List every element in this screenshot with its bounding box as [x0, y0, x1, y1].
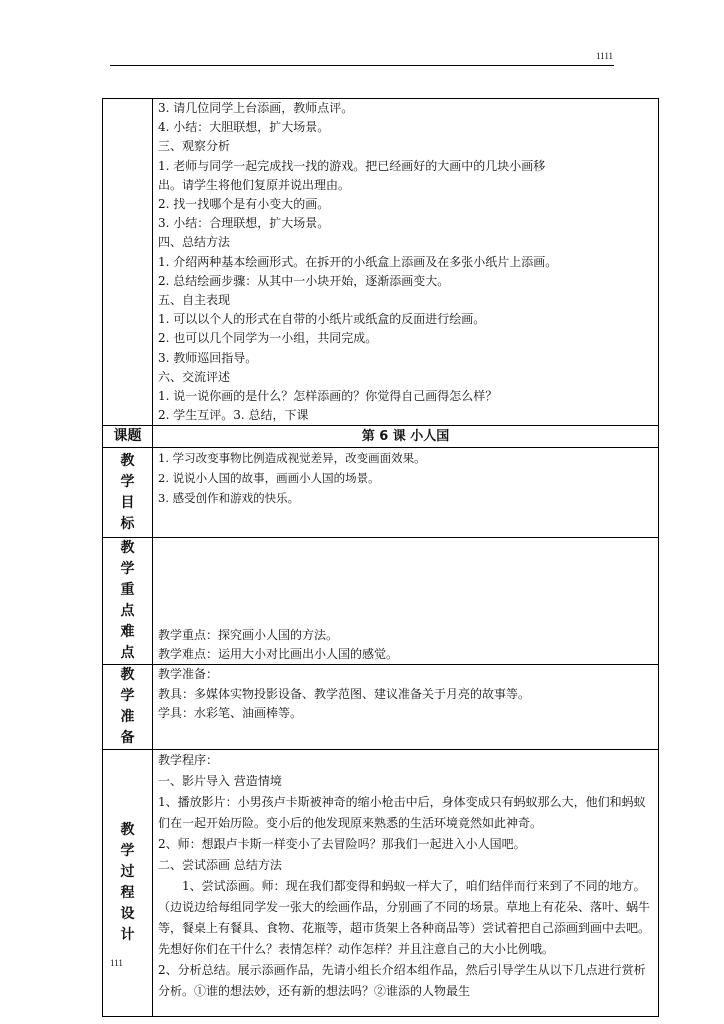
key-points-cell [153, 538, 659, 665]
header-rule [110, 65, 614, 66]
footer-page-number: 111 [110, 958, 123, 968]
key-points-row [103, 538, 659, 665]
title-label: 课题 [103, 426, 153, 448]
goals-cell [153, 448, 659, 538]
step-line: 1. 介绍两种基本绘画形式。在拆开的小纸盒上添画及在多张小纸片上添画。 [158, 254, 558, 269]
continued-steps-cell [153, 99, 659, 426]
header-page-number: 1111 [596, 51, 613, 61]
step-line: 六、交流评述 [158, 369, 231, 384]
process-paragraph: 2、分析总结。展示添画作品，先请小组长介绍本组作品，然后引导学生从以下几点进行赏析分析。①谁的想法妙，还有新的想法吗？②谁添的人物最生 [158, 963, 646, 999]
process-row [103, 750, 659, 1017]
process-section-heading: 一、影片导入 营造情境 [158, 774, 282, 789]
process-paragraph: 1、尝试添画。师：现在我们都变得和蚂蚁一样大了，咱们结伴而行来到了不同的地方。（边说边给每组同学发一张大的绘画作品，分别画了不同的场景。草地上有花朵、落叶、蜗牛等，餐桌上有餐具、食物、花瓶等，超市货架上各种商品等）尝试着把自己添画到画中去吧。先想好你们在干什么？表情怎样？动作怎样？并且注意自己的大小比例哦。 [158, 879, 651, 957]
prep-line: 教学准备： [158, 667, 219, 682]
goals-label: 教学目标 [103, 448, 153, 538]
process-paragraph: 2、师：想跟卢卡斯一样变小了去冒险吗？那我们一起进入小人国吧。 [158, 837, 526, 852]
step-line: 2. 找一找哪个是有小变大的画。 [158, 197, 330, 212]
lesson-plan-table [102, 98, 659, 1017]
process-section-heading: 二、尝试添画 总结方法 [158, 858, 282, 873]
process-intro: 教学程序： [158, 753, 219, 768]
goal-item: 1. 学习改变事物比例造成视觉差异，改变画面效果。 [158, 451, 426, 466]
continued-label-cell [103, 99, 153, 426]
step-line: 3. 小结：合理联想，扩大场景。 [158, 216, 330, 231]
process-paragraph: 1、播放影片：小男孩卢卡斯被神奇的缩小枪击中后，身体变成只有蚂蚁那么大，他们和蚂蚁们在一起开始历险。变小后的他发现原来熟悉的生活环境竟然如此神奇。 [158, 795, 646, 831]
key-point-line: 教学难点：运用大小对比画出小人国的感觉。 [158, 647, 399, 662]
prep-line: 教具：多媒体实物投影设备、教学范图、建议准备关于月亮的故事等。 [158, 686, 531, 701]
step-line: 四、总结方法 [158, 235, 231, 250]
goals-row [103, 448, 659, 538]
step-line: 三、观察分析 [158, 139, 231, 154]
step-line: 2. 也可以几个同学为一小组，共同完成。 [158, 331, 378, 346]
goal-item: 3. 感受创作和游戏的快乐。 [158, 491, 300, 506]
step-line: 2. 学生互评。3. 总结，下课 [158, 408, 309, 423]
step-line: 出。请学生将他们复原并说出理由。 [158, 177, 351, 192]
step-line: 2. 总结绘画步骤：从其中一小块开始，逐渐添画变大。 [158, 273, 450, 288]
key-points-label: 教学重点难点 [103, 538, 153, 665]
title-row [103, 426, 659, 448]
step-line: 3. 请几位同学上台添画，教师点评。 [158, 101, 354, 115]
step-line: 1. 老师与同学一起完成找一找的游戏。把已经画好的大画中的几块小画移 [158, 158, 546, 173]
process-label: 教学过程设计 [103, 750, 153, 1017]
prep-label: 教学准备 [103, 665, 153, 750]
key-point-line: 教学重点：探究画小人国的方法。 [158, 628, 339, 643]
lesson-title: 第 6 课 小人国 [153, 426, 659, 448]
step-line: 3. 教师巡回指导。 [158, 350, 258, 365]
prep-row [103, 665, 659, 750]
step-line: 4. 小结：大胆联想，扩大场景。 [158, 120, 330, 135]
continued-row [103, 99, 659, 426]
step-line: 1. 可以以个人的形式在自带的小纸片或纸盒的反面进行绘画。 [158, 312, 486, 327]
prep-cell [153, 665, 659, 750]
step-line: 1. 说一说你画的是什么？怎样添画的？你觉得自己画得怎么样？ [158, 389, 498, 404]
goal-item: 2. 说说小人国的故事，画画小人国的场景。 [158, 471, 380, 486]
step-line: 五、自主表现 [158, 293, 231, 308]
prep-line: 学具：水彩笔、油画棒等。 [158, 705, 303, 720]
process-cell [153, 750, 659, 1017]
